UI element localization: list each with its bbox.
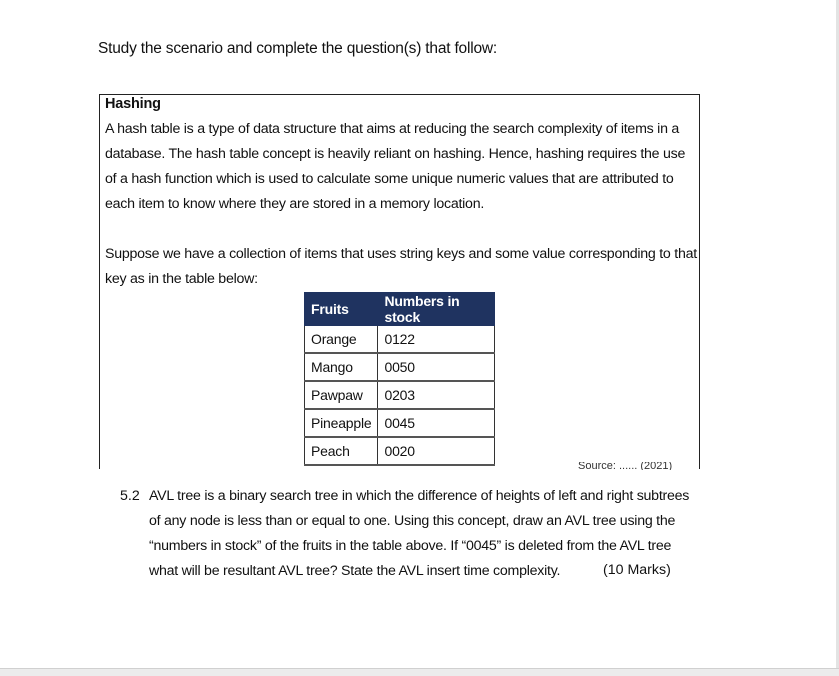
scenario-paragraph-1: A hash table is a type of data structure that aims at reducing the search complexity of items in a database. The hash table concept is heavily reliant on hashing. Hence, hashing requires the use of a hash function which is used to calculate some unique numeric values that are attributed to each item to know where they are stored in a memory location. <box>105 121 686 212</box>
question-line: what will be resultant AVL tree? State the AVL insert time complexity. <box>149 563 561 579</box>
question-number: 5.2 <box>120 488 140 504</box>
fruit-cell: Pawpaw <box>305 381 378 409</box>
table-row <box>305 409 495 437</box>
table-row <box>305 381 495 409</box>
header-numbers-in-stock: Numbers in stock <box>378 293 495 326</box>
question-line: of any node is less than or equal to one. Using this concept, draw an AVL tree using the <box>149 513 676 529</box>
table-row <box>305 353 495 381</box>
table-header-row <box>305 293 495 326</box>
fruit-cell: Orange <box>305 326 378 354</box>
fruit-cell: Peach <box>305 437 378 465</box>
question-line: “numbers in stock” of the fruits in the table above. If “0045” is deleted from the AVL tree <box>149 538 672 554</box>
scenario-paragraph-2: Suppose we have a collection of items that uses string keys and some value corresponding to that key as in the table below: <box>105 246 697 287</box>
stock-cell: 0203 <box>378 381 495 409</box>
question-text <box>149 484 690 584</box>
fruit-cell: Mango <box>305 353 378 381</box>
stock-cell: 0122 <box>378 326 495 354</box>
header-fruits: Fruits <box>305 293 378 326</box>
stock-cell: 0020 <box>378 437 495 465</box>
fruits-table <box>304 292 495 466</box>
stock-cell: 0050 <box>378 353 495 381</box>
scenario-box <box>99 94 700 469</box>
scenario-title: Hashing <box>105 96 161 112</box>
stock-cell: 0045 <box>378 409 495 437</box>
question-marks: (10 Marks) <box>603 562 671 578</box>
table-row <box>305 437 495 465</box>
question-line: AVL tree is a binary search tree in which the difference of heights of left and right subtrees <box>149 488 690 504</box>
source-citation: Source: ...... (2021) <box>578 462 673 470</box>
table-row <box>305 326 495 354</box>
instruction-text: Study the scenario and complete the question(s) that follow: <box>98 40 497 57</box>
fruit-cell: Pineapple <box>305 409 378 437</box>
